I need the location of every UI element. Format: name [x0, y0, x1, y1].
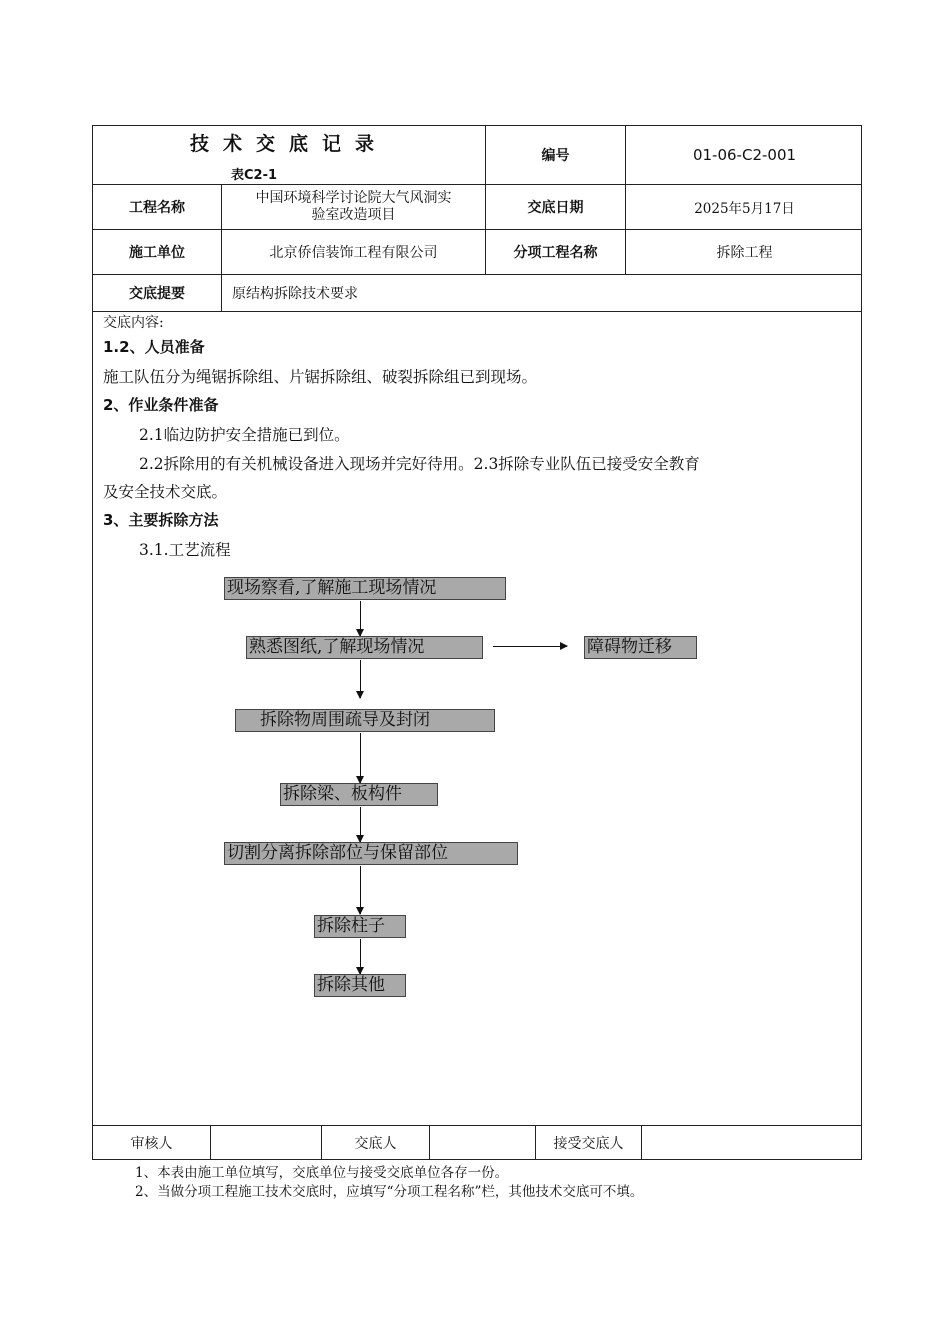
summary-value: 原结构拆除技术要求	[221, 275, 863, 311]
summary-row	[93, 275, 861, 312]
flow-step-beams-slabs: 拆除梁、板构件	[280, 783, 438, 806]
flow-step-others: 拆除其他	[314, 974, 406, 997]
subproject-value: 拆除工程	[625, 230, 863, 274]
section2-item1: 2.1临边防护安全措施已到位。	[139, 426, 350, 444]
flow-step-enclosure: 拆除物周围疏导及封闭	[235, 709, 495, 732]
receiver-label: 接受交底人	[535, 1126, 641, 1159]
unit-label: 施工单位	[129, 245, 185, 261]
reviewer-signature-field[interactable]	[210, 1126, 321, 1159]
title-cell	[93, 126, 485, 184]
section2-heading: 2、作业条件准备	[103, 396, 219, 414]
discloser-label: 交底人	[321, 1126, 429, 1159]
note-2: 2、当做分项工程施工技术交底时，应填写“分项工程名称”栏，其他技术交底可不填。	[135, 1184, 644, 1200]
flow-arrow-6	[360, 939, 361, 974]
content-intro: 交底内容:	[103, 315, 164, 331]
project-value-line1: 中国环境科学讨论院大气风洞实	[255, 190, 452, 206]
section1-text: 施工队伍分为绳锯拆除组、片锯拆除组、破裂拆除组已到现场。	[103, 368, 538, 386]
section3-item1: 3.1.工艺流程	[139, 541, 231, 559]
reviewer-label: 审核人	[130, 1135, 173, 1152]
form-number: 表C2-1	[230, 168, 278, 183]
title-row	[93, 126, 861, 185]
code-value: 01-06-C2-001	[625, 126, 863, 184]
flow-arrow-3	[360, 733, 361, 783]
flow-step-drawings: 熟悉图纸,了解现场情况	[246, 636, 483, 659]
section2-item2-line1: 2.2拆除用的有关机械设备进入现场并完好待用。2.3拆除专业队伍已接受安全教育	[139, 455, 700, 473]
code-label: 编号	[485, 126, 625, 184]
disclosure-content	[93, 312, 861, 1125]
project-row	[93, 185, 861, 230]
receiver-signature-field[interactable]	[641, 1126, 863, 1159]
project-value-line2: 验室改造项目	[311, 207, 396, 223]
flow-arrow-2	[360, 660, 361, 698]
date-value: 2025年5月17日	[625, 185, 863, 229]
section1-heading: 1.2、人员准备	[103, 338, 205, 356]
signature-row	[93, 1125, 861, 1159]
summary-label: 交底提要	[129, 286, 185, 302]
date-label: 交底日期	[485, 185, 625, 229]
section2-item2-line2: 及安全技术交底。	[103, 483, 228, 501]
discloser-signature-field[interactable]	[429, 1126, 535, 1159]
disclosure-form	[92, 125, 862, 1160]
flow-side-obstacle-relocation: 障碍物迁移	[584, 636, 697, 659]
flow-step-cutting: 切割分离拆除部位与保留部位	[224, 842, 518, 865]
project-value	[221, 185, 485, 229]
unit-row	[93, 230, 861, 275]
flow-arrow-4	[360, 807, 361, 842]
flow-arrow-side	[493, 646, 567, 647]
note-1: 1、本表由施工单位填写，交底单位与接受交底单位各存一份。	[135, 1165, 509, 1181]
section3-heading: 3、主要拆除方法	[103, 511, 219, 529]
flow-step-columns: 拆除柱子	[314, 915, 406, 938]
subproject-label: 分项工程名称	[485, 230, 625, 274]
flow-arrow-1	[360, 601, 361, 636]
flow-step-site-survey: 现场察看,了解施工现场情况	[224, 577, 506, 600]
project-label: 工程名称	[129, 200, 185, 216]
flow-arrow-5	[360, 866, 361, 914]
form-title: 技术交底记录	[189, 133, 388, 155]
unit-value: 北京侨信装饰工程有限公司	[221, 230, 485, 274]
